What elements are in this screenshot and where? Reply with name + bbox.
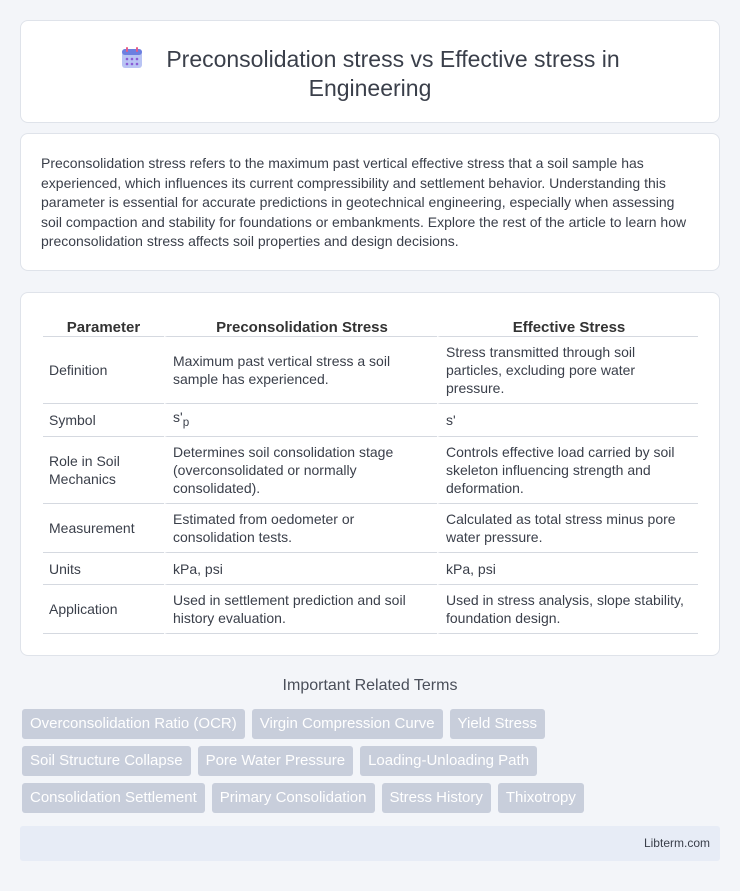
row-label: Measurement — [43, 504, 164, 553]
cell-preconsolidation: Determines soil consolidation stage (overconsolidated or normally consolidated). — [164, 437, 437, 504]
symbol-subscript: p — [182, 415, 190, 429]
table-row — [43, 437, 698, 504]
cell-effective: kPa, psi — [437, 553, 698, 585]
comparison-table — [43, 315, 698, 634]
row-label: Definition — [43, 337, 164, 404]
table-row — [43, 585, 698, 634]
row-label: Units — [43, 553, 164, 585]
table-row — [43, 404, 698, 437]
related-term-tag[interactable]: Yield Stress — [450, 709, 545, 739]
related-term-tag[interactable]: Soil Structure Collapse — [22, 746, 191, 776]
row-label: Application — [43, 585, 164, 634]
footer — [20, 826, 720, 861]
header-parameter: Parameter — [43, 315, 164, 337]
table-header-row — [43, 315, 698, 337]
header-effective: Effective Stress — [437, 315, 698, 337]
table-row — [43, 504, 698, 553]
cell-effective: s' — [437, 404, 698, 437]
row-label: Role in Soil Mechanics — [43, 437, 164, 504]
cell-preconsolidation: Used in settlement prediction and soil history evaluation. — [164, 585, 437, 634]
related-term-tag[interactable]: Thixotropy — [498, 783, 584, 813]
related-term-tag[interactable]: Consolidation Settlement — [22, 783, 205, 813]
table-row — [43, 337, 698, 404]
related-terms-title: Important Related Terms — [282, 677, 458, 694]
cell-effective: Calculated as total stress minus pore water pressure. — [437, 504, 698, 553]
header-preconsolidation: Preconsolidation Stress — [164, 315, 437, 337]
cell-preconsolidation: Estimated from oedometer or consolidation tests. — [164, 504, 437, 553]
cell-effective: Used in stress analysis, slope stability, foundation design. — [437, 585, 698, 634]
intro-card — [20, 133, 720, 271]
title-card — [20, 20, 720, 123]
related-terms-list — [22, 709, 582, 820]
title-line-2: Engineering — [308, 75, 432, 101]
intro-paragraph: Preconsolidation stress refers to the maximum past vertical effective stress that a soil sample has experienced, which influences its current compressibility and settlement behavior. Understanding this parameter is essential for accurate predictions in geotechnical engineering, especially when assessing soil compaction and stability for foundations or embankments. Explore the rest of the article to learn how preconsolidation stress affects soil properties and design decisions. — [41, 155, 687, 249]
comparison-card — [20, 292, 720, 656]
title-line-1: Preconsolidation stress vs Effective stress in — [166, 46, 620, 72]
symbol-base: s' — [173, 409, 183, 426]
related-term-tag[interactable]: Virgin Compression Curve — [252, 709, 443, 739]
related-term-tag[interactable]: Primary Consolidation — [212, 783, 375, 813]
page-title — [21, 45, 719, 103]
row-label: Symbol — [43, 404, 164, 437]
related-term-tag[interactable]: Overconsolidation Ratio (OCR) — [22, 709, 245, 739]
related-term-tag[interactable]: Stress History — [382, 783, 491, 813]
cell-preconsolidation: kPa, psi — [164, 553, 437, 585]
related-term-tag[interactable]: Loading-Unloading Path — [360, 746, 537, 776]
footer-site-link[interactable]: Libterm.com — [643, 836, 710, 850]
cell-preconsolidation — [164, 404, 437, 437]
cell-effective: Controls effective load carried by soil skeleton influencing strength and deformation. — [437, 437, 698, 504]
table-row — [43, 553, 698, 585]
calendar-icon — [120, 46, 144, 70]
related-term-tag[interactable]: Pore Water Pressure — [198, 746, 354, 776]
cell-effective: Stress transmitted through soil particles, excluding pore water pressure. — [437, 337, 698, 404]
cell-preconsolidation: Maximum past vertical stress a soil sample has experienced. — [164, 337, 437, 404]
